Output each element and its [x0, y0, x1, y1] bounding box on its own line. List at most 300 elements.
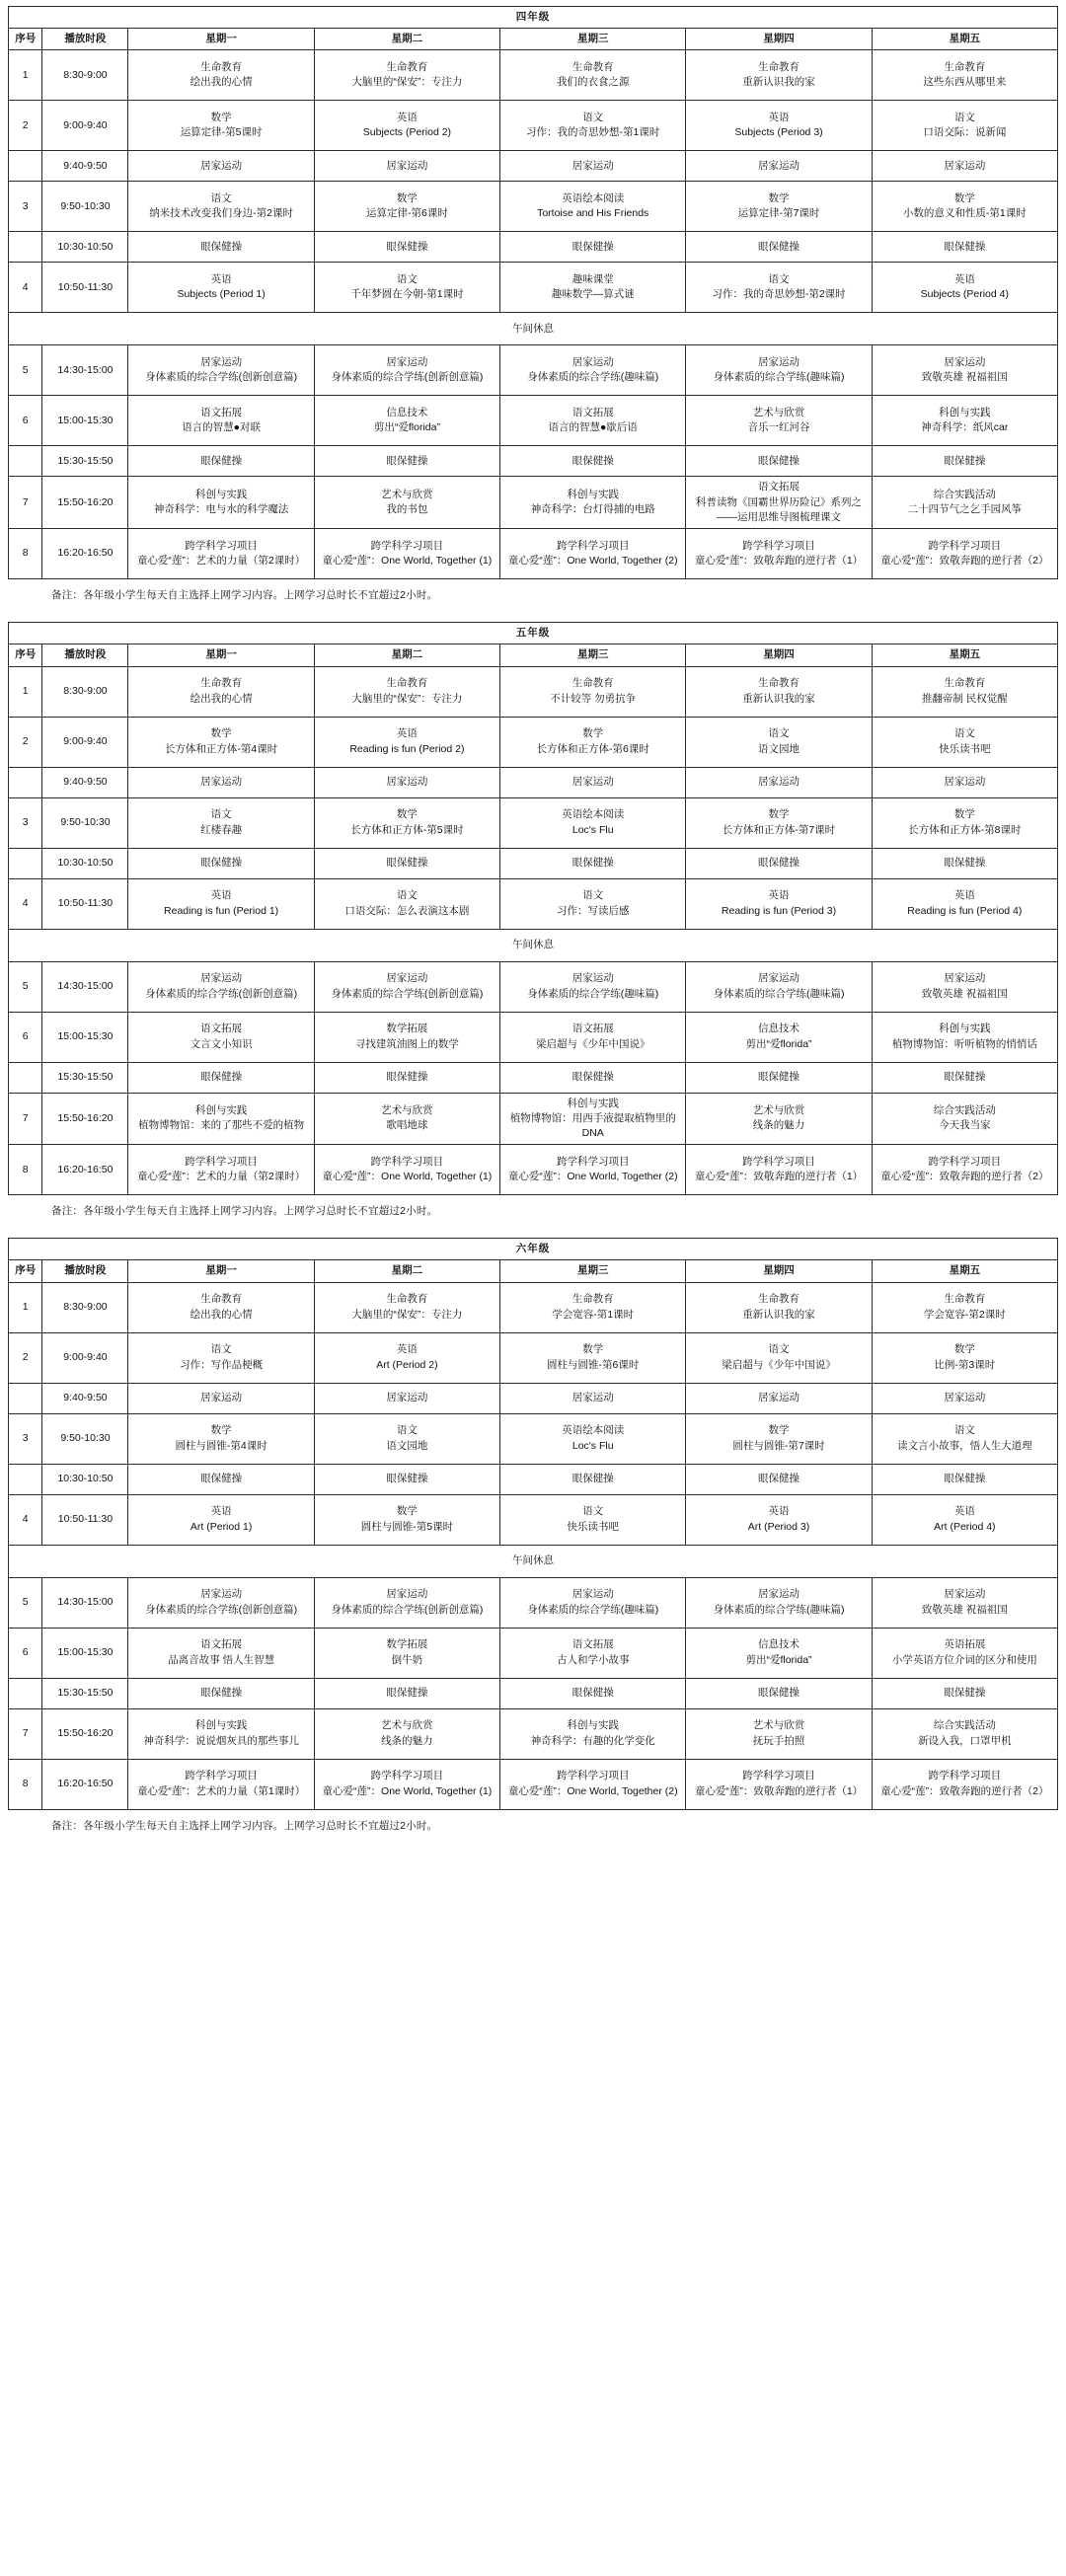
- schedule-cell: [500, 1282, 686, 1332]
- cell-line-1: 居家运动: [386, 159, 428, 172]
- schedule-cell: [686, 1093, 872, 1145]
- cell-line-1: 语文: [582, 889, 604, 902]
- row-index: 5: [9, 345, 42, 396]
- table-row: [9, 1759, 1058, 1809]
- row-index: 6: [9, 1628, 42, 1678]
- cell-line-1: 语文拓展: [571, 1638, 614, 1651]
- table-row: [9, 797, 1058, 848]
- cell-line-1: 英语: [210, 273, 232, 286]
- cell-line-1: 居家运动: [944, 775, 986, 788]
- schedule-cell: [872, 1708, 1057, 1759]
- table-row: [9, 666, 1058, 717]
- footnote: 备注：各年级小学生每天自主选择上网学习内容。上网学习总时长不宜超过2小时。: [51, 1205, 438, 1218]
- row-time: 10:30-10:50: [42, 848, 128, 878]
- cell-line-1: 眼保健操: [200, 1687, 243, 1700]
- column-header: 序号: [9, 29, 42, 50]
- schedule-cell: [872, 232, 1057, 263]
- cell-line-1: 语文: [953, 112, 975, 124]
- cell-line-2: 快乐读书吧: [567, 1520, 619, 1533]
- cell-line-1: 眼保健操: [758, 1070, 800, 1083]
- cell-line-1: 英语: [210, 1505, 232, 1518]
- cell-line-1: 眼保健操: [944, 1473, 986, 1485]
- grade-title-row: [9, 7, 1058, 29]
- schedule-cell: [314, 101, 499, 151]
- cell-line-2: 千年梦圆在今朝-第1课时: [350, 288, 464, 301]
- cell-line-1: 科创与实践: [194, 1719, 248, 1732]
- cell-line-1: 英语绘本阅读: [562, 192, 625, 205]
- grade-block: [0, 1232, 1066, 1846]
- grade-title: 六年级: [9, 1239, 1058, 1260]
- row-index: [9, 767, 42, 797]
- cell-line-2: 圆柱与圆锥-第7课时: [732, 1439, 825, 1452]
- schedule-cell: [872, 1062, 1057, 1093]
- cell-line-1: 眼保健操: [571, 856, 614, 869]
- cell-line-1: 生命教育: [944, 677, 986, 690]
- schedule-cell: [314, 878, 499, 929]
- cell-line-1: 科创与实践: [567, 1719, 619, 1732]
- cell-line-2: 重新认识我的家: [742, 76, 815, 89]
- schedule-cell: [314, 1282, 499, 1332]
- cell-line-1: 居家运动: [386, 972, 428, 985]
- cell-line-1: 艺术与欣赏: [381, 1104, 433, 1117]
- cell-line-1: 科创与实践: [567, 489, 619, 501]
- cell-line-2: 长方体和正方体-第6课时: [536, 742, 649, 755]
- cell-line-2: 运算定律-第6课时: [365, 207, 448, 220]
- row-index: 3: [9, 797, 42, 848]
- cell-line-1: 语文: [210, 808, 232, 821]
- cell-line-2: 推翻帝制 民权觉醒: [921, 692, 1008, 705]
- cell-line-1: 英语: [396, 727, 418, 740]
- cell-line-2: 小学英语方位介词的区分和使用: [891, 1653, 1037, 1666]
- cell-line-1: 数学: [210, 727, 232, 740]
- cell-line-1: 居家运动: [386, 356, 428, 369]
- cell-line-1: 跨学科学习项目: [370, 539, 444, 552]
- column-header: 播放时段: [42, 1260, 128, 1282]
- cell-line-2: 运算定律-第7课时: [737, 207, 820, 220]
- cell-line-2: 学会宽容-第1课时: [552, 1308, 635, 1321]
- table-row: [9, 182, 1058, 232]
- cell-line-1: 英语: [768, 889, 790, 902]
- cell-line-2: 纳米技术改变我们身边-第2课时: [149, 207, 294, 220]
- schedule-cell: [500, 396, 686, 446]
- cell-line-1: 眼保健操: [200, 1070, 243, 1083]
- schedule-cell: [314, 1062, 499, 1093]
- cell-line-1: 生命教育: [386, 1293, 428, 1306]
- cell-line-1: 数学: [396, 808, 418, 821]
- schedule-cell: [128, 1759, 314, 1809]
- cell-line-2: 身体素质的综合学练(创新创意篇): [145, 1603, 298, 1616]
- row-index: 5: [9, 1577, 42, 1628]
- schedule-cell: [686, 232, 872, 263]
- cell-line-1: 眼保健操: [758, 240, 800, 253]
- cell-line-1: 眼保健操: [386, 454, 428, 467]
- row-time: 10:30-10:50: [42, 1464, 128, 1494]
- schedule-cell: [314, 182, 499, 232]
- cell-line-2: 剪出“爱florida”: [373, 421, 440, 434]
- cell-line-2: 语言的智慧●对联: [182, 421, 262, 434]
- schedule-cell: [686, 717, 872, 767]
- schedule-cell: [686, 961, 872, 1012]
- row-time: 9:50-10:30: [42, 797, 128, 848]
- schedule-cell: [500, 232, 686, 263]
- cell-line-1: 居家运动: [571, 1588, 614, 1601]
- schedule-cell: [872, 396, 1057, 446]
- schedule-cell: [686, 101, 872, 151]
- cell-line-2: 线条的魅力: [381, 1734, 433, 1747]
- schedule-cell: [128, 1282, 314, 1332]
- schedule-cell: [128, 50, 314, 101]
- cell-line-1: 居家运动: [386, 775, 428, 788]
- cell-line-1: 居家运动: [200, 775, 243, 788]
- cell-line-2: 圆柱与圆锥-第4课时: [175, 1439, 267, 1452]
- column-header: 星期四: [686, 29, 872, 50]
- row-time: 15:00-15:30: [42, 1012, 128, 1062]
- table-row: [9, 1282, 1058, 1332]
- cell-line-2: 寻找建筑油图上的数学: [354, 1037, 459, 1050]
- row-time: 9:00-9:40: [42, 101, 128, 151]
- schedule-cell: [314, 446, 499, 477]
- schedule-cell: [314, 232, 499, 263]
- schedule-cell: [500, 529, 686, 579]
- schedule-cell: [314, 1383, 499, 1413]
- noon-rest-label: 午间休息: [9, 929, 1058, 961]
- cell-line-1: 生命教育: [944, 61, 986, 74]
- table-row: [9, 717, 1058, 767]
- schedule-cell: [872, 767, 1057, 797]
- cell-line-1: 语文: [396, 1424, 418, 1437]
- table-row: [9, 1708, 1058, 1759]
- row-time: 9:00-9:40: [42, 1332, 128, 1383]
- schedule-cell: [500, 1494, 686, 1545]
- cell-line-2: Subjects (Period 2): [362, 126, 452, 139]
- cell-line-1: 语文: [396, 273, 418, 286]
- table-row: [9, 396, 1058, 446]
- table-row: [9, 1678, 1058, 1708]
- cell-line-2: 童心爱“莲”：致敬奔跑的逆行者（1）: [694, 1171, 864, 1183]
- cell-line-2: Reading is fun (Period 3): [721, 904, 837, 917]
- cell-line-1: 眼保健操: [758, 1473, 800, 1485]
- cell-line-1: 科创与实践: [939, 1023, 991, 1035]
- table-row: [9, 767, 1058, 797]
- cell-line-2: 童心爱“莲”：艺术的力量（第1课时）: [136, 1784, 306, 1797]
- cell-line-2: 小数的意义和性质-第1课时: [902, 207, 1027, 220]
- cell-line-2: 植物博物馆：来的了那些不爱的植物: [138, 1119, 305, 1132]
- cell-line-1: 数学: [582, 727, 604, 740]
- cell-line-1: 英语绘本阅读: [562, 808, 625, 821]
- schedule-cell: [872, 1012, 1057, 1062]
- schedule-cell: [314, 767, 499, 797]
- row-index: [9, 1678, 42, 1708]
- schedule-cell: [872, 529, 1057, 579]
- schedule-cell: [314, 396, 499, 446]
- cell-line-2: 植物博物馆：用西手液提取植物里的DNA: [509, 1111, 676, 1139]
- cell-line-1: 艺术与欣赏: [381, 489, 433, 501]
- schedule-cell: [686, 878, 872, 929]
- row-index: [9, 232, 42, 263]
- cell-line-1: 生命教育: [386, 677, 428, 690]
- schedule-cell: [500, 1062, 686, 1093]
- row-index: [9, 848, 42, 878]
- cell-line-2: Loc's Flu: [571, 823, 614, 836]
- cell-line-1: 数学: [396, 1505, 418, 1518]
- cell-line-2: 童心爱“莲”：致敬奔跑的逆行者（1）: [694, 1784, 864, 1797]
- cell-line-2: Subjects (Period 1): [177, 288, 266, 301]
- cell-line-1: 居家运动: [944, 1588, 986, 1601]
- schedule-cell: [314, 717, 499, 767]
- column-header: 序号: [9, 644, 42, 666]
- cell-line-2: 重新认识我的家: [742, 1308, 815, 1321]
- column-header: 星期五: [872, 644, 1057, 666]
- row-index: 2: [9, 101, 42, 151]
- cell-line-2: 身体素质的综合学练(趣味篇): [713, 1603, 845, 1616]
- cell-line-2: 古人和学小故事: [556, 1653, 630, 1666]
- cell-line-1: 眼保健操: [944, 1687, 986, 1700]
- column-header: 星期二: [314, 29, 499, 50]
- column-header: 序号: [9, 1260, 42, 1282]
- cell-line-2: 倒牛奶: [391, 1653, 423, 1666]
- row-time: 15:00-15:30: [42, 1628, 128, 1678]
- table-row: [9, 232, 1058, 263]
- schedule-cell: [128, 848, 314, 878]
- row-index: 1: [9, 1282, 42, 1332]
- noon-rest-label: 午间休息: [9, 1545, 1058, 1577]
- cell-line-1: 数学: [768, 1424, 790, 1437]
- cell-line-1: 跨学科学习项目: [928, 1770, 1002, 1782]
- cell-line-1: 眼保健操: [944, 856, 986, 869]
- cell-line-1: 语文: [396, 889, 418, 902]
- cell-line-2: 绘出我的心情: [190, 76, 253, 89]
- grade-title-row: [9, 1239, 1058, 1260]
- cell-line-1: 英语: [953, 889, 975, 902]
- cell-line-1: 英语: [396, 1343, 418, 1356]
- row-index: 6: [9, 1012, 42, 1062]
- row-index: 2: [9, 717, 42, 767]
- cell-line-2: 趣味数学—算式谜: [551, 288, 635, 301]
- schedule-cell: [128, 1062, 314, 1093]
- schedule-cell: [500, 878, 686, 929]
- schedule-cell: [872, 263, 1057, 313]
- table-row: [9, 1332, 1058, 1383]
- cell-line-1: 居家运动: [758, 972, 800, 985]
- cell-line-2: 神奇科学：说说烟灰具的那些事儿: [143, 1734, 299, 1747]
- cell-line-2: 长方体和正方体-第4课时: [164, 742, 278, 755]
- cell-line-2: 运算定律-第5课时: [180, 126, 263, 139]
- cell-line-2: 快乐读书吧: [939, 742, 991, 755]
- cell-line-1: 综合实践活动: [933, 1719, 996, 1732]
- cell-line-1: 跨学科学习项目: [556, 1770, 630, 1782]
- column-header: 星期四: [686, 644, 872, 666]
- cell-line-2: Art (Period 2): [376, 1358, 438, 1371]
- cell-line-2: 抚玩手拍照: [752, 1734, 805, 1747]
- cell-line-1: 英语: [210, 889, 232, 902]
- cell-line-2: 习作：写读后感: [556, 904, 630, 917]
- cell-line-2: 科普读物《国霸世界历险记》系列之——运用思维导图梳理课文: [696, 495, 862, 523]
- schedule-cell: [872, 50, 1057, 101]
- cell-line-2: 童心爱“莲”：One World, Together (2): [507, 1171, 678, 1183]
- cell-line-1: 眼保健操: [386, 856, 428, 869]
- cell-line-2: 今天我当家: [939, 1119, 991, 1132]
- schedule-cell: [128, 961, 314, 1012]
- cell-line-2: Reading is fun (Period 4): [907, 904, 1023, 917]
- schedule-cell: [872, 151, 1057, 182]
- row-time: 8:30-9:00: [42, 666, 128, 717]
- column-header: 星期二: [314, 1260, 499, 1282]
- cell-line-1: 综合实践活动: [933, 489, 996, 501]
- schedule-cell: [686, 50, 872, 101]
- schedule-cell: [872, 1628, 1057, 1678]
- schedule-cell: [872, 1332, 1057, 1383]
- grade-block: [0, 0, 1066, 616]
- cell-line-2: 神奇科学：纸风car: [921, 421, 1009, 434]
- cell-line-2: Reading is fun (Period 1): [164, 904, 279, 917]
- schedule-cell: [500, 1145, 686, 1195]
- cell-line-1: 居家运动: [200, 159, 243, 172]
- cell-line-1: 居家运动: [200, 356, 243, 369]
- schedule-cell: [500, 1093, 686, 1145]
- cell-line-1: 生命教育: [200, 1293, 243, 1306]
- table-row: [9, 477, 1058, 529]
- schedule-cell: [872, 797, 1057, 848]
- cell-line-1: 跨学科学习项目: [556, 1155, 630, 1168]
- cell-line-1: 生命教育: [386, 61, 428, 74]
- cell-line-2: Subjects (Period 3): [734, 126, 823, 139]
- cell-line-1: 艺术与欣赏: [381, 1719, 433, 1732]
- schedule-cell: [500, 1383, 686, 1413]
- cell-line-1: 眼保健操: [571, 1687, 614, 1700]
- schedule-cell: [872, 848, 1057, 878]
- cell-line-2: 神奇科学：电与水的科学魔法: [153, 503, 289, 516]
- cell-line-1: 综合实践活动: [933, 1104, 996, 1117]
- cell-line-1: 数学: [210, 1424, 232, 1437]
- cell-line-1: 居家运动: [758, 1392, 800, 1404]
- schedule-cell: [128, 477, 314, 529]
- cell-line-2: Art (Period 3): [747, 1520, 810, 1533]
- schedule-cell: [128, 797, 314, 848]
- schedule-table: [8, 622, 1058, 1195]
- schedule-cell: [314, 151, 499, 182]
- row-time: 15:50-16:20: [42, 1708, 128, 1759]
- noon-rest-row: [9, 1545, 1058, 1577]
- cell-line-2: 习作：写作品梗概: [180, 1358, 264, 1371]
- cell-line-1: 语文拓展: [200, 1638, 243, 1651]
- schedule-cell: [686, 797, 872, 848]
- row-time: 10:30-10:50: [42, 232, 128, 263]
- table-row: [9, 1062, 1058, 1093]
- schedule-cell: [686, 396, 872, 446]
- cell-line-2: Reading is fun (Period 2): [349, 742, 465, 755]
- noon-rest-label: 午间休息: [9, 313, 1058, 345]
- row-index: 4: [9, 263, 42, 313]
- table-row: [9, 1093, 1058, 1145]
- schedule-cell: [686, 848, 872, 878]
- table-row: [9, 101, 1058, 151]
- schedule-cell: [314, 263, 499, 313]
- cell-line-2: 不计较等 勿勇抗争: [550, 692, 637, 705]
- grade-title-row: [9, 623, 1058, 644]
- cell-line-1: 居家运动: [571, 972, 614, 985]
- cell-line-2: 语文园地: [386, 1439, 428, 1452]
- schedule-cell: [686, 1332, 872, 1383]
- cell-line-1: 语文: [768, 727, 790, 740]
- column-header: 星期三: [500, 29, 686, 50]
- cell-line-1: 眼保健操: [944, 240, 986, 253]
- cell-line-1: 眼保健操: [944, 1070, 986, 1083]
- schedule-cell: [314, 1093, 499, 1145]
- schedule-cell: [500, 446, 686, 477]
- row-index: [9, 151, 42, 182]
- cell-line-2: 歌唱地球: [386, 1119, 428, 1132]
- cell-line-1: 跨学科学习项目: [742, 539, 815, 552]
- cell-line-2: 二十四节气之乞手园风筝: [907, 503, 1023, 516]
- cell-line-2: 身体素质的综合学练(创新创意篇): [331, 371, 484, 384]
- cell-line-1: 眼保健操: [386, 240, 428, 253]
- cell-line-1: 数学: [953, 808, 975, 821]
- schedule-cell: [314, 345, 499, 396]
- cell-line-1: 眼保健操: [571, 240, 614, 253]
- row-index: [9, 446, 42, 477]
- cell-line-1: 居家运动: [571, 775, 614, 788]
- cell-line-2: 剪出“爱florida”: [745, 1653, 812, 1666]
- row-index: 2: [9, 1332, 42, 1383]
- row-time: 15:50-16:20: [42, 1093, 128, 1145]
- table-header-row: [9, 29, 1058, 50]
- cell-line-1: 语文拓展: [571, 1023, 614, 1035]
- schedule-cell: [500, 797, 686, 848]
- cell-line-1: 眼保健操: [386, 1473, 428, 1485]
- cell-line-2: 身体素质的综合学练(创新创意篇): [145, 987, 298, 1000]
- cell-line-1: 生命教育: [200, 677, 243, 690]
- schedule-cell: [872, 1145, 1057, 1195]
- schedule-cell: [686, 1494, 872, 1545]
- cell-line-1: 眼保健操: [200, 1473, 243, 1485]
- cell-line-1: 语文: [953, 727, 975, 740]
- schedule-cell: [500, 50, 686, 101]
- table-row: [9, 151, 1058, 182]
- cell-line-1: 数学拓展: [386, 1638, 428, 1651]
- cell-line-2: 身体素质的综合学练(趣味篇): [713, 371, 845, 384]
- footnote: 备注：各年级小学生每天自主选择上网学习内容。上网学习总时长不宜超过2小时。: [51, 589, 438, 602]
- schedule-cell: [686, 1708, 872, 1759]
- cell-line-2: 大脑里的“保安”：专注力: [351, 692, 463, 705]
- row-time: 9:50-10:30: [42, 182, 128, 232]
- schedule-cell: [314, 1464, 499, 1494]
- row-time: 9:40-9:50: [42, 151, 128, 182]
- table-row: [9, 345, 1058, 396]
- cell-line-2: Subjects (Period 4): [920, 288, 1009, 301]
- cell-line-2: 梁启超与《少年中国说》: [535, 1037, 650, 1050]
- cell-line-2: 口语交际：怎么表演这本剧: [344, 904, 470, 917]
- table-row: [9, 1012, 1058, 1062]
- cell-line-2: 梁启超与《少年中国说》: [722, 1358, 836, 1371]
- cell-line-2: 神奇科学：台灯得捕的电路: [530, 503, 655, 516]
- schedule-cell: [128, 1093, 314, 1145]
- cell-line-1: 眼保健操: [758, 1687, 800, 1700]
- cell-line-2: 童心爱“莲”：One World, Together (2): [507, 1784, 678, 1797]
- schedule-cell: [128, 182, 314, 232]
- schedule-cell: [500, 717, 686, 767]
- schedule-cell: [686, 1464, 872, 1494]
- row-index: 6: [9, 396, 42, 446]
- row-time: 15:30-15:50: [42, 446, 128, 477]
- grade-block: [0, 616, 1066, 1232]
- row-time: 9:50-10:30: [42, 1413, 128, 1464]
- cell-line-2: 身体素质的综合学练(创新创意篇): [331, 1603, 484, 1616]
- schedule-cell: [500, 1332, 686, 1383]
- row-index: 8: [9, 1759, 42, 1809]
- cell-line-2: 神奇科学：有趣的化学变化: [530, 1734, 655, 1747]
- schedule-cell: [128, 1494, 314, 1545]
- row-index: 4: [9, 1494, 42, 1545]
